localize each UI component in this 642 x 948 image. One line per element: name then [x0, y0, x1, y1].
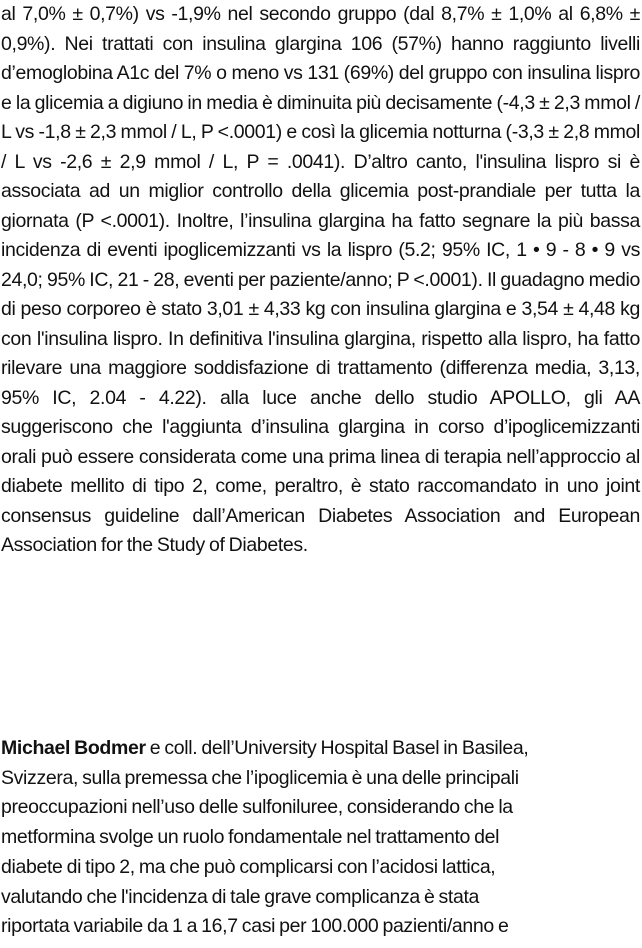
author-paragraph: [1, 734, 640, 942]
author-name: Michael Bodmer: [1, 737, 146, 759]
paragraph-line: Svizzera, sulla premessa che l’ipoglicemia è una delle principali: [1, 766, 519, 789]
body-paragraph: [1, 0, 640, 561]
paragraph-line: riportata variabile da 1 a 16,7 casi per 100.000 pazienti/anno e: [1, 915, 509, 938]
paragraph-line: metformina svolge un ruolo fondamentale nel trattamento del: [1, 826, 500, 849]
paragraph-line: preoccupazioni nell’uso delle sulfoniluree, considerando che la: [1, 796, 513, 819]
paragraph-line: valutando che l'incidenza di tale grave complicanza è stata: [1, 885, 480, 908]
paragraph-text: al 7,0% ± 0,7%) vs -1,9% nel secondo gruppo (dal 8,7% ± 1,0% al 6,8% ± 0,9%). Nei trattati con insulina glargina 106 (57%) hanno raggiunto livelli d’emoglobina A1c del 7% o meno vs 131 (69%) del gruppo con insulina lispro e la glicemia a digiuno in media è diminuita più decisamente (-4,3 ± 2,3 mmol / L vs -1,8 ± 2,3 mmol / L, P <.0001) e così la glicemia notturna (-3,3 ± 2,8 mmol / L vs -2,6 ± 2,9 mmol / L, P = .0041). D’altro canto, l'insulina lispro si è associata ad un miglior controllo della glicemia post-prandiale per tutta la giornata (P <.0001). Inoltre, l’insulina glargina ha fatto segnare la più bassa incidenza di eventi ipoglicemizzanti vs la lispro (5.2; 95% IC, 1 • 9 - 8 • 9 vs 24,0; 95% IC, 21 - 28, eventi per paziente/anno; P <.0001). Il guadagno medio di peso corporeo è stato 3,01 ± 4,33 kg con insulina glargina e 3,54 ± 4,48 kg con l'insulina lispro. In definitiva l'insulina glargina, rispetto alla lispro, ha fatto rilevare una maggiore soddisfazione di trattamento (differenza media, 3,13, 95% IC, 2.04 - 4.22). alla luce anche dello studio APOLLO, gli AA suggeriscono che l'aggiunta d’insulina glargina in corso d’ipoglicemizzanti orali può essere considerata come una prima linea di terapia nell’approccio al diabete mellito di tipo 2, come, peraltro, è stato raccomandato in uno joint consensus guideline dall’American Diabetes Association and European Association for the Study of Diabetes.: [1, 3, 640, 556]
paragraph-line: e coll. dell’University Hospital Basel in Basilea,: [145, 737, 529, 759]
paragraph-line: diabete di tipo 2, ma che può complicarsi con l’acidosi lattica,: [1, 855, 496, 878]
